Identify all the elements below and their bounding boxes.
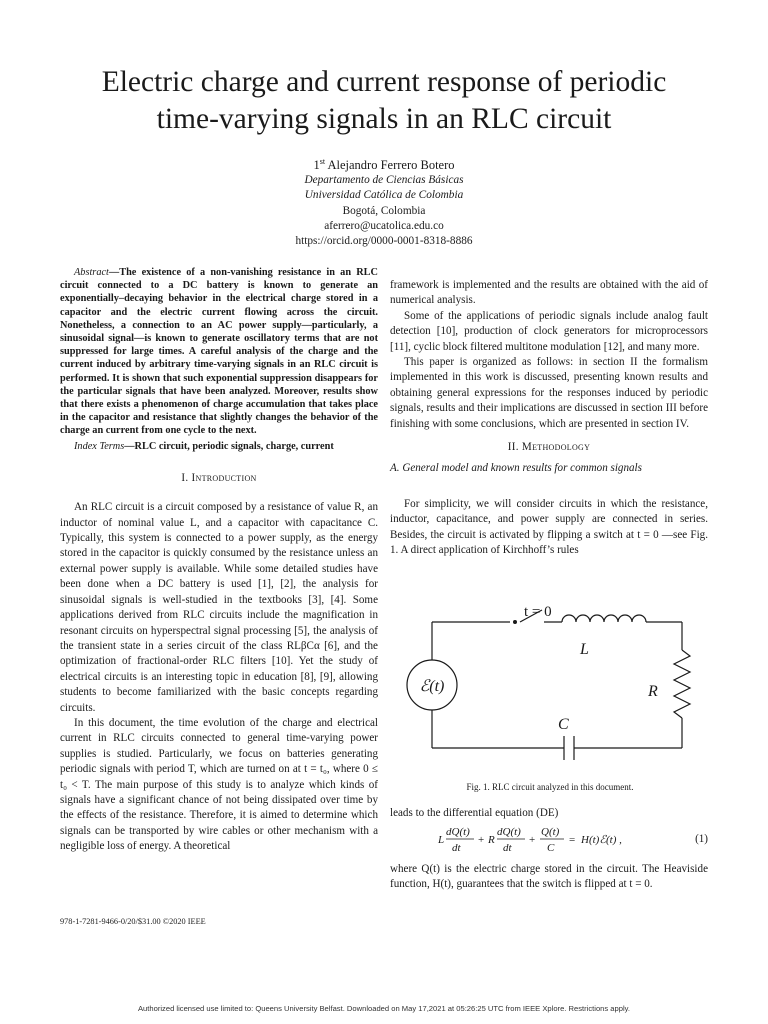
svg-text:+: +	[478, 834, 485, 846]
author-email: aferrero@ucatolica.edu.co	[324, 220, 444, 233]
svg-text:+: +	[529, 834, 536, 846]
svg-text:Q(t): Q(t)	[541, 826, 560, 838]
author-name-line: 1st Alejandro Ferrero Botero	[313, 157, 455, 173]
svg-text:H(t)ℰ(t) ,: H(t)ℰ(t) ,	[581, 834, 622, 846]
inductor-coil	[562, 615, 646, 622]
equation-1	[430, 822, 708, 856]
where-paragraph: where Q(t) is the electric charge stored in the circuit. The Heaviside function, H(t), guarantees that the switch is flipped at t = 0.	[390, 863, 708, 891]
svg-text:dQ(t): dQ(t)	[446, 826, 470, 838]
section-methodology-heading: II. Methodology	[507, 441, 591, 454]
author-dept: Departamento de Ciencias Básicas	[304, 174, 464, 187]
paper-title	[40, 64, 728, 138]
author-block	[180, 154, 588, 250]
author-univ: Universidad Católica de Colombia	[304, 189, 464, 202]
right-paragraph-0: framework is implemented and the results are obtained with the aid of numerical analysis.	[390, 279, 708, 307]
index-terms	[60, 440, 378, 453]
right-paragraph-1: Some of the applications of periodic signals include analog fault detection [10], production of clock generators for microprocessors [11], cyclic block filtered multitone modulation [12], and many more.	[390, 309, 708, 353]
figure-caption: Fig. 1. RLC circuit analyzed in this document.	[466, 782, 634, 792]
author-sup: st	[319, 157, 326, 166]
abstract-text: —The existence of a non-vanishing resistance in an RLC circuit connected to a DC battery is known to generate an exponentially–decaying behavior in the electrical charge stored in a capacitor and the electric current flowing across the circuit. Nonetheless, a connection to an AC power supply—particularly, a sinusoidal signal—is known to generate oscillatory terms that are not suppressed for large times. A careful analysis of the charge and the current induced by arbitrary time-varying signals in an RLC circuit is performed. It is shown that such exponential suppression disappears for the particular signals that have been analyzed. Moreover, results show that there exists a phenomenon of charge accumulation that takes place in the capacitor and resistance that slightly changes the behavior of the charge an current from one cycle to the next.	[60, 267, 378, 437]
author-orcid: https://orcid.org/0000-0001-8318-8886	[295, 235, 473, 248]
rlc-circuit-figure	[392, 598, 708, 766]
footer-isbn: 978-1-7281-9466-0/20/$31.00 ©2020 IEEE	[60, 917, 206, 926]
abstract	[60, 266, 378, 438]
equation-number: (1)	[695, 833, 708, 845]
subsection-heading: A. General model and known results for common signals	[390, 462, 642, 475]
lead-to-equation: leads to the differential equation (DE)	[390, 807, 559, 819]
svg-text:dQ(t): dQ(t)	[497, 826, 521, 838]
svg-text:C: C	[547, 842, 555, 854]
capacitor-label: C	[558, 716, 569, 733]
index-terms-label: Index Terms	[74, 440, 125, 452]
svg-text:=: =	[569, 834, 576, 846]
svg-text:dt: dt	[503, 842, 512, 854]
title-line-2: time-varying signals in an RLC circuit	[156, 103, 612, 135]
left-column	[60, 266, 378, 855]
author-city: Bogotá, Colombia	[342, 204, 426, 217]
author-name: Alejandro Ferrero Botero	[327, 158, 455, 173]
section-intro-heading: I. Introduction	[181, 471, 257, 484]
source-label: ℰ(t)	[419, 678, 445, 695]
intro-paragraph-2: In this document, the time evolution of the charge and electrical current in RLC circuits connected to general time-varying power supplies is studied. Particularly, we focus on batteries generating periodic signals with period T, which are turned on at t = t₀, where 0 ≤ t₀ < T. The main purpose of this study is to analyze which kinds of signals have a significant chance of not being dissipated over time by the effects of the resistance. Therefore, it is aimed to determine which signals can be transported by wire cables or other mechanism with a negligible loss of energy. A theoretical	[60, 716, 378, 853]
inductor-label: L	[580, 641, 589, 658]
abstract-label: Abstract	[74, 267, 109, 278]
svg-text:dt: dt	[452, 842, 461, 854]
switch-pivot	[513, 620, 517, 624]
right-paragraph-3: For simplicity, we will consider circuits in which the resistance, inductor, capacitance, and power supply are connected in series. Besides, the circuit is activated by flipping a switch at t = 0 —see Fig. 1. A direct application of Kirchhoff’s rules	[390, 497, 708, 557]
resistor-label: R	[648, 683, 658, 700]
switch-label: t = 0	[524, 604, 552, 620]
intro-paragraph-1: An RLC circuit is a circuit composed by a resistance of value R, an inductor of nominal value L, and a capacitor with capacitance C. Typically, this system is connected to a power supply, as the energy stored in the capacitor is quickly consumed by the resistance unless an external power supply is available. While some detailed studies have been done when a DC battery is used [1], [2], the analysis for sinusoidal signals is well-studied in the textbooks [3], [4]. Some applications derived from RLC circuits include the magnification in resonant circuits on hyperspectral signal processing [5], the analysis of the transient state in a series circuit of the class RLβCα [6], and the optimization of fractional-order RLC filters [10]. Yet the study of electrical circuits is an interesting topic in education [8], [9], allowing students to become familiarized with the basic concepts regarding circuits.	[60, 501, 378, 714]
right-paragraph-2: This paper is organized as follows: in section II the formalism implemented in this work is discussed, presenting known results and obtaining general expressions for the responses induced by periodic signals, results and their implications are discussed in section III before finishing with some conclusions, which are presented in section IV.	[390, 356, 708, 430]
title-line-1: Electric charge and current response of periodic	[101, 66, 667, 98]
index-terms-text: —RLC circuit, periodic signals, charge, current	[124, 440, 334, 452]
svg-text:R: R	[488, 834, 495, 846]
svg-text:L: L	[438, 834, 445, 846]
resistor-zigzag	[674, 650, 690, 718]
right-column	[390, 278, 708, 559]
license-banner: Authorized licensed use limited to: Queens University Belfast. Downloaded on May 17,2021 at 05:26:25 UTC from IEEE Xplore. Restrictions apply.	[137, 1004, 630, 1013]
